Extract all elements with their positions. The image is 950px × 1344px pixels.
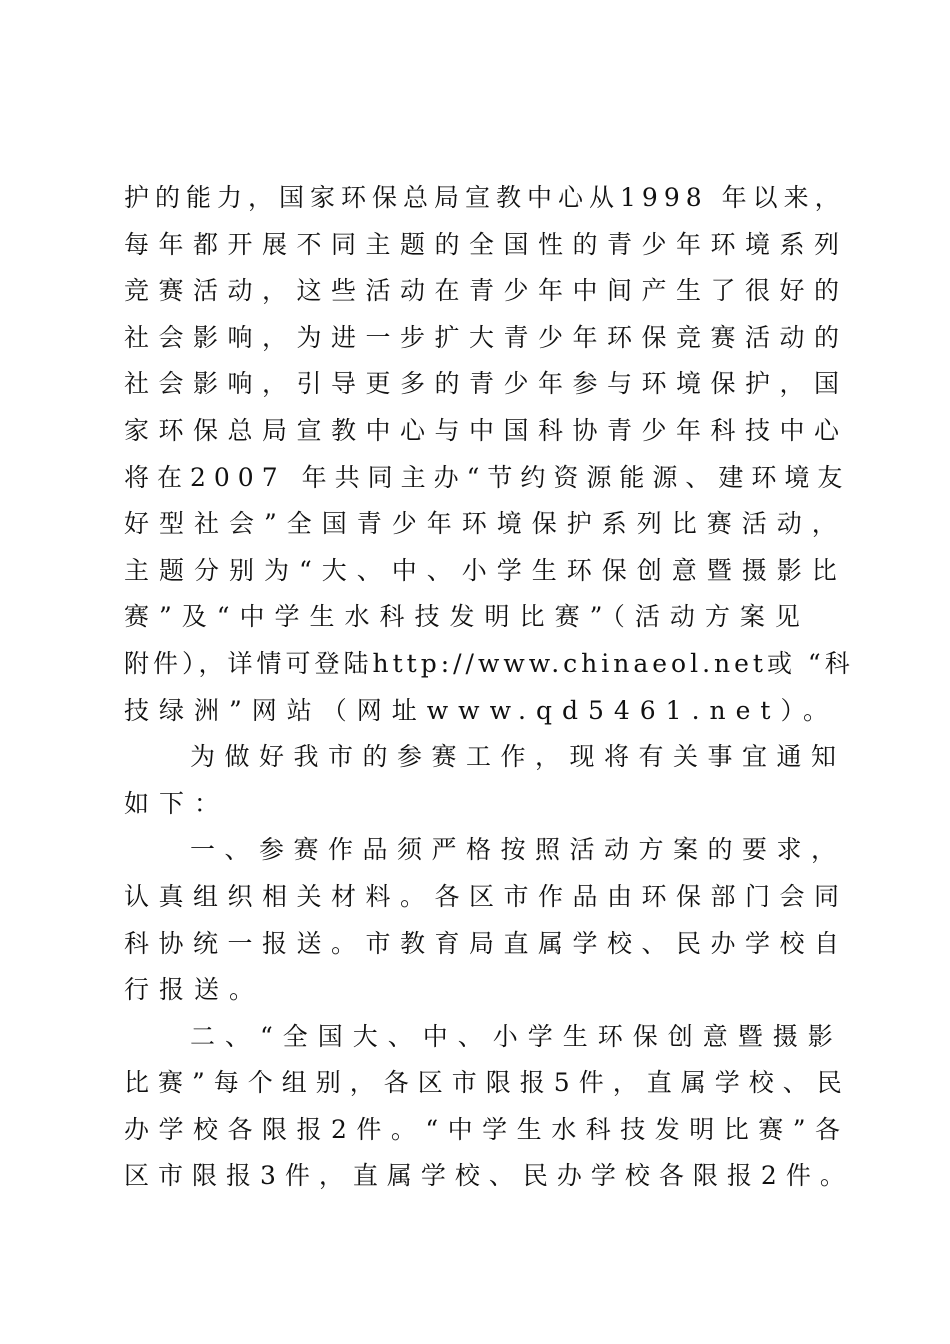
text-line: 好型社会”全国青少年环境保护系列比赛活动， [124,509,847,539]
text-line: 赛”及“中学生水科技发明比赛”（活动方案见 [124,602,810,632]
text-line: 一、参赛作品须严格按照活动方案的要求， [190,835,846,865]
text-line: 比赛”每个组别，各区市限报5件，直属学校、民 [124,1068,851,1098]
text-line: 社会影响，为进一步扩大青少年环保竞赛活动的 [124,322,849,352]
body-text [124,175,854,1200]
text-line: 将在2007 年共同主办“节约资源能源、建环境友 [124,462,851,492]
text-line: 二、“全国大、中、小学生环保创意暨摄影 [190,1021,843,1051]
text-line: 护的能力，国家环保总局宣教中心从1998 年以来， [124,183,846,212]
text-line: 家环保总局宣教中心与中国科协青少年科技中心 [124,415,849,445]
text-line: 社会影响，引导更多的青少年参与环境保护，国 [124,369,849,399]
text-line: 科协统一报送。市教育局直属学校、民办学校自 [124,928,849,958]
text-line: 每年都开展不同主题的全国性的青少年环境系列 [124,229,849,259]
text-line: 主题分别为“大、中、小学生环保创意暨摄影比 [124,555,847,585]
text-line: 区市限报3件，直属学校、民办学校各限报2件。 [124,1161,854,1191]
text-line: 行报送。 [124,975,265,1005]
text-line: 竞赛活动，这些活动在青少年中间产生了很好的 [124,276,849,306]
text-line: 办学校各限报2件。“中学生水科技发明比赛”各 [124,1114,850,1144]
text-line: 附件），详情可登陆http://www.chinaeol.net或 “科 [124,648,854,678]
text-line: 技绿洲”网站（网址www.qd5461.net）。 [124,695,838,725]
text-line: 如下： [124,788,230,818]
text-line: 为做好我市的参赛工作，现将有关事宜通知 [190,742,846,772]
text-line: 认真组织相关材料。各区市作品由环保部门会同 [124,881,849,911]
